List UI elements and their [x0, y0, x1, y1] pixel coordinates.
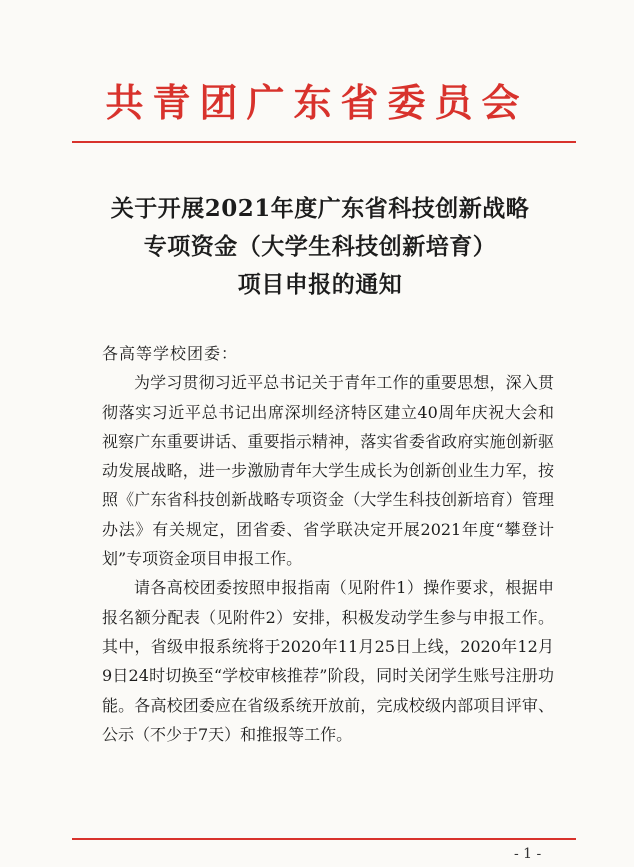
title-line-3: 项目申报的通知: [237, 271, 403, 298]
salutation: 各高等学校团委：: [102, 344, 239, 363]
page-number: - 1 -: [514, 846, 542, 862]
body-paragraph-1: 为学习贯彻习近平总书记关于青年工作的重要思想，深入贯彻落实习近平总书记出席深圳经济特区建立40周年庆祝大会和视察广东重要讲话、重要指示精神，落实省委省政府实施创新驱动发展战略，进一步激励青年大学生成长为创新创业生力军，按照《广东省科技创新战略专项资金（大学生科技创新培育）管理办法》有关规定，团省委、省学联决定开展2021年度“攀登计划”专项资金项目申报工作。: [102, 373, 554, 569]
title-line-1: 关于开展2021年度广东省科技创新战略: [110, 195, 530, 222]
footer-red-rule: [72, 838, 576, 840]
document-body: [102, 339, 554, 749]
title-line-2: 专项资金（大学生科技创新培育）: [143, 233, 497, 260]
header-red-rule: [72, 141, 576, 143]
organization-header: 共青团广东省委员会: [105, 80, 529, 125]
body-paragraph-2: 请各高校团委按照申报指南（见附件1）操作要求，根据申报名额分配表（见附件2）安排，积极发动学生参与申报工作。其中，省级申报系统将于2020年11月25日上线，2020年12月9日24时切换至“学校审核推荐”阶段，同时关闭学生账号注册功能。各高校团委应在省级系统开放前，完成校级内部项目评审、公示（不少于7天）和推报等工作。: [102, 578, 554, 744]
document-title: [70, 190, 570, 304]
